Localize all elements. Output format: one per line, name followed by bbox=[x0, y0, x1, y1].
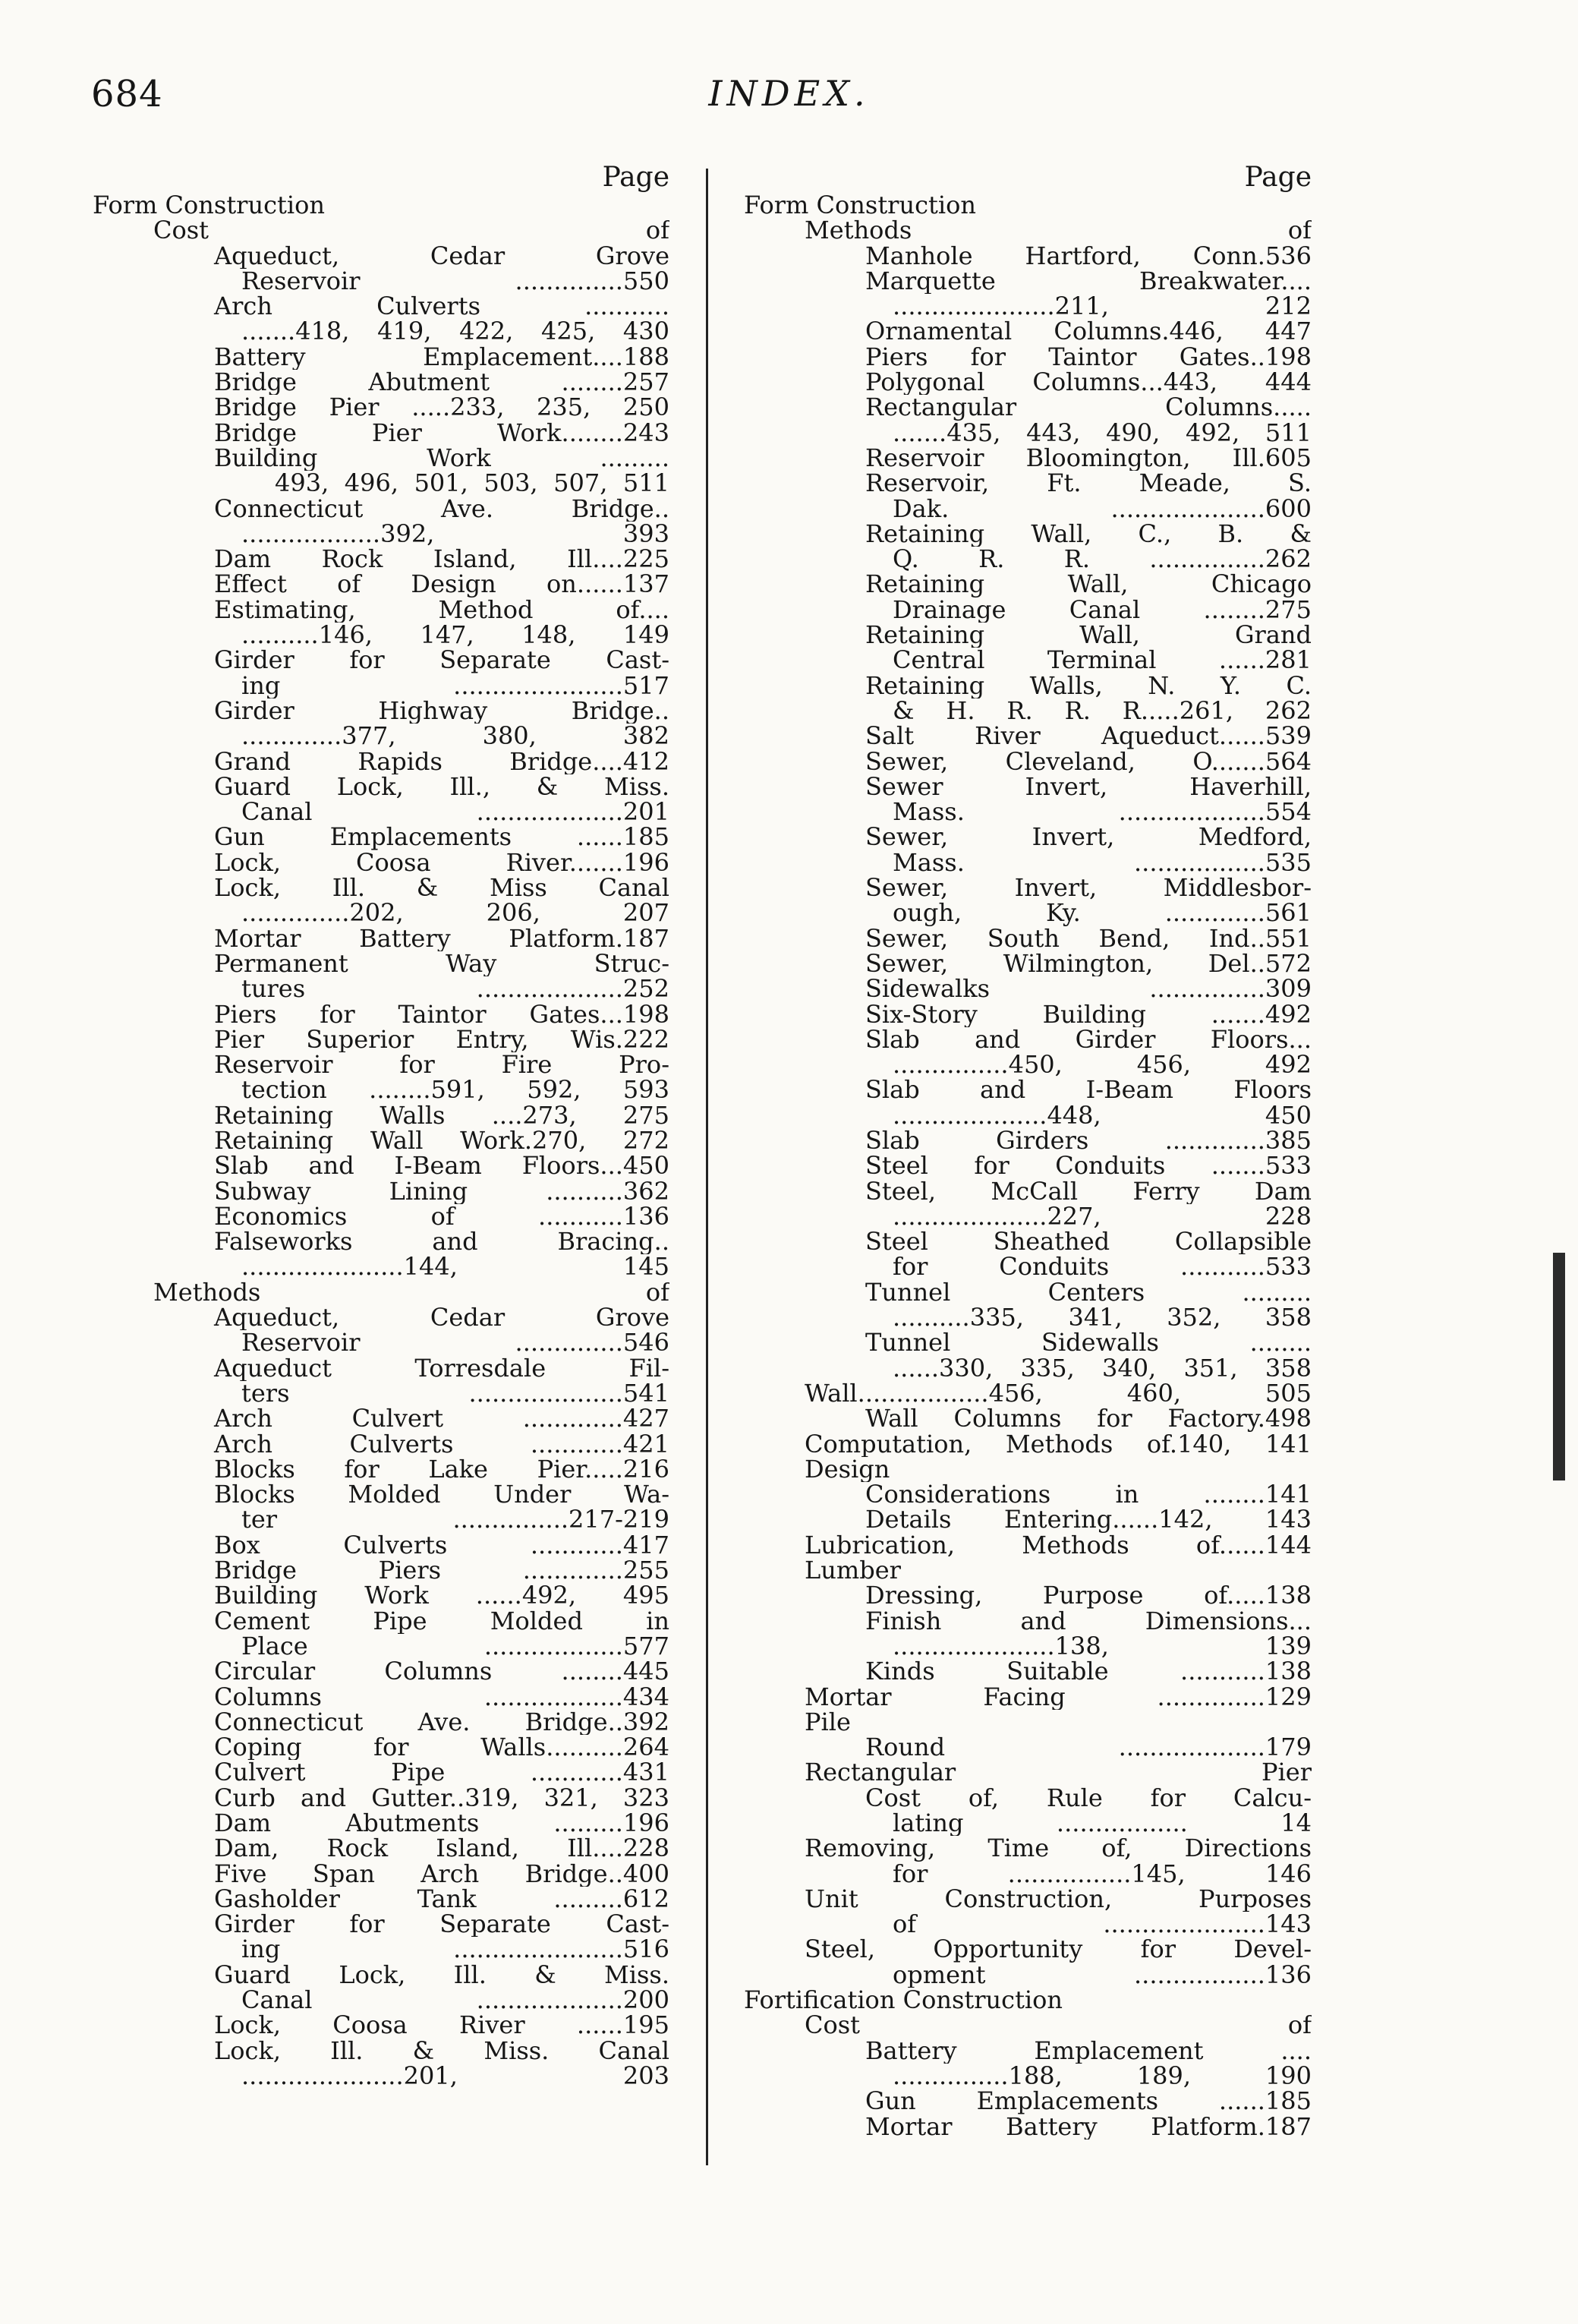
index-entry: Lubrication, Methods of......144 bbox=[805, 1532, 1312, 1559]
index-entry: opment .................136 bbox=[893, 1962, 1312, 1988]
index-entry: Lock, Ill. & Miss. Canal bbox=[214, 2038, 669, 2064]
index-entry: Form Construction bbox=[744, 193, 976, 219]
index-entry: Aqueduct Torresdale Fil- bbox=[214, 1355, 669, 1381]
index-entry: Retaining Wall, C., B. & bbox=[865, 521, 1312, 547]
index-entry: Sewer, Invert, Middlesbor- bbox=[865, 875, 1312, 901]
index-entry: Wall.................456, 460, 505 bbox=[805, 1380, 1312, 1407]
index-entry: Girder for Separate Cast- bbox=[214, 1912, 669, 1938]
index-entries bbox=[93, 193, 669, 2089]
index-column-left bbox=[93, 162, 669, 2089]
column-divider bbox=[706, 169, 708, 2165]
index-entry: Salt River Aqueduct......539 bbox=[865, 724, 1312, 749]
index-entry: Subway Lining ..........362 bbox=[214, 1178, 669, 1204]
index-entry: Rectangular Columns..... bbox=[865, 395, 1312, 421]
index-entry: Bridge Abutment ........257 bbox=[214, 370, 669, 396]
index-entry: .....................138, 139 bbox=[893, 1633, 1312, 1660]
index-entry: Grand Rapids Bridge....412 bbox=[214, 749, 669, 774]
index-entry: ing ......................516 bbox=[241, 1937, 669, 1963]
index-entry: Columns ..................434 bbox=[214, 1684, 669, 1710]
index-entry: Sewer, Wilmington, Del..572 bbox=[865, 951, 1312, 977]
index-entry: Tunnel Centers ......... bbox=[865, 1279, 1312, 1306]
index-entry: ters ....................541 bbox=[241, 1380, 669, 1407]
index-entry: Gun Emplacements ......185 bbox=[214, 825, 669, 850]
index-entry: .......435, 443, 490, 492, 511 bbox=[893, 420, 1312, 446]
index-entry: Unit Construction, Purposes bbox=[805, 1886, 1312, 1912]
index-entry: Guard Lock, Ill. & Miss. bbox=[214, 1962, 669, 1988]
index-entry: Sidewalks ...............309 bbox=[865, 976, 1312, 1002]
index-entry: Computation, Methods of.140, 141 bbox=[805, 1431, 1312, 1457]
index-entry: Cost of, Rule for Calcu- bbox=[865, 1785, 1312, 1811]
index-entry: Sewer, Cleveland, O.......564 bbox=[865, 749, 1312, 774]
index-entry: Retaining Wall Work.270, 272 bbox=[214, 1127, 669, 1154]
index-entry: Dam Rock Island, Ill....225 bbox=[214, 547, 669, 572]
index-entry: Marquette Breakwater.... bbox=[865, 268, 1312, 295]
index-entry: Dam, Rock Island, Ill....228 bbox=[214, 1836, 669, 1862]
index-entry: Polygonal Columns...443, 444 bbox=[865, 370, 1312, 396]
index-entry: ..................392, 393 bbox=[241, 521, 669, 547]
index-entry: Fortification Construction bbox=[744, 1988, 1063, 2013]
index-entry: Methods of bbox=[805, 218, 1312, 244]
index-entry: Cost of bbox=[153, 218, 669, 244]
index-entry: Aqueduct, Cedar Grove bbox=[214, 1305, 669, 1331]
index-entry: Mortar Battery Platform.187 bbox=[865, 2114, 1312, 2140]
index-entry: Retaining Walls ....273, 275 bbox=[214, 1102, 669, 1128]
index-entry: .....................211, 212 bbox=[893, 294, 1312, 320]
index-entry: Considerations in ........141 bbox=[865, 1482, 1312, 1508]
index-entry: Steel, McCall Ferry Dam bbox=[865, 1178, 1312, 1204]
index-entry: Reservoir, Ft. Meade, S. bbox=[865, 471, 1312, 497]
index-entry: .............377, 380, 382 bbox=[241, 724, 669, 749]
index-entry: ......330, 335, 340, 351, 358 bbox=[893, 1355, 1312, 1381]
index-entry: Tunnel Sidewalls ........ bbox=[865, 1330, 1312, 1356]
index-entry: Bridge Pier .....233, 235, 250 bbox=[214, 395, 669, 421]
index-entry: Connecticut Ave. Bridge..392 bbox=[214, 1709, 669, 1736]
index-entry: Mass. ...................554 bbox=[893, 799, 1312, 825]
index-entry: Curb and Gutter..319, 321, 323 bbox=[214, 1785, 669, 1811]
index-column-right bbox=[744, 162, 1312, 2140]
index-entry: Retaining Wall, Chicago bbox=[865, 572, 1312, 598]
index-entry: Girder for Separate Cast- bbox=[214, 648, 669, 673]
index-entry: Round ...................179 bbox=[865, 1735, 1312, 1761]
index-entry: Canal ...................201 bbox=[241, 799, 669, 825]
index-entry: Lock, Coosa River ......195 bbox=[214, 2013, 669, 2039]
index-entry: Dressing, Purpose of.....138 bbox=[865, 1583, 1312, 1609]
index-entry: Gun Emplacements ......185 bbox=[865, 2089, 1312, 2114]
index-entry: Guard Lock, Ill., & Miss. bbox=[214, 774, 669, 800]
index-entry: & H. R. R. R.....261, 262 bbox=[893, 698, 1312, 724]
index-entry: Culvert Pipe ............431 bbox=[214, 1760, 669, 1786]
page-column-label: Page bbox=[602, 162, 669, 193]
index-entry: Battery Emplacement .... bbox=[865, 2038, 1312, 2064]
index-entry: Arch Culvert .............427 bbox=[214, 1406, 669, 1432]
index-entry: Piers for Taintor Gates...198 bbox=[214, 1001, 669, 1027]
index-entry: Effect of Design on......137 bbox=[214, 572, 669, 598]
index-entry: Aqueduct, Cedar Grove bbox=[214, 243, 669, 269]
index-entry: ...............188, 189, 190 bbox=[893, 2063, 1312, 2089]
scan-edge-mark bbox=[1553, 1253, 1565, 1480]
index-entry: Slab and I-Beam Floors...450 bbox=[214, 1153, 669, 1179]
index-entry: lating ................. 14 bbox=[893, 1811, 1312, 1837]
index-entry: Connecticut Ave. Bridge.. bbox=[214, 496, 669, 522]
page-title: INDEX. bbox=[708, 73, 870, 114]
index-entry: Sewer Invert, Haverhill, bbox=[865, 774, 1312, 800]
index-entry: Slab and Girder Floors... bbox=[865, 1026, 1312, 1053]
index-entry: Design bbox=[805, 1456, 890, 1483]
index-entry: Reservoir for Fire Pro- bbox=[214, 1052, 669, 1078]
index-entry: Mortar Facing ..............129 bbox=[805, 1684, 1312, 1710]
index-entry: Slab and I-Beam Floors bbox=[865, 1077, 1312, 1103]
index-entry: Steel Sheathed Collapsible bbox=[865, 1229, 1312, 1255]
index-entry: Kinds Suitable ...........138 bbox=[865, 1659, 1312, 1685]
index-entry: tures ...................252 bbox=[241, 976, 669, 1002]
index-entry: Mass. .................535 bbox=[893, 850, 1312, 876]
index-entry: Methods of bbox=[153, 1279, 669, 1306]
index-entry: .......418, 419, 422, 425, 430 bbox=[241, 319, 669, 345]
index-entry: Circular Columns ........445 bbox=[214, 1659, 669, 1685]
index-entry: for Conduits ...........533 bbox=[893, 1254, 1312, 1280]
index-entry: Form Construction bbox=[93, 193, 325, 219]
index-entry: ter ...............217-219 bbox=[241, 1507, 669, 1533]
index-entry: Steel, Opportunity for Devel- bbox=[805, 1937, 1312, 1963]
index-entry: Battery Emplacement....188 bbox=[214, 344, 669, 371]
index-entry: Box Culverts ............417 bbox=[214, 1532, 669, 1559]
index-entry: Blocks Molded Under Wa- bbox=[214, 1482, 669, 1508]
index-entry: Six-Story Building .......492 bbox=[865, 1001, 1312, 1027]
index-entry: Dam Abutments .........196 bbox=[214, 1811, 669, 1837]
index-entry: ....................227, 228 bbox=[893, 1203, 1312, 1230]
index-entry: of .....................143 bbox=[893, 1912, 1312, 1938]
index-entry: Finish and Dimensions... bbox=[865, 1608, 1312, 1634]
index-entry: Permanent Way Struc- bbox=[214, 951, 669, 977]
index-entry: Q. R. R. ...............262 bbox=[893, 547, 1312, 572]
index-entry: ....................448, 450 bbox=[893, 1102, 1312, 1128]
index-entry: Five Span Arch Bridge..400 bbox=[214, 1861, 669, 1887]
index-entry: Retaining Walls, N. Y. C. bbox=[865, 673, 1312, 698]
index-entry: Mortar Battery Platform.187 bbox=[214, 926, 669, 951]
index-entry: Reservoir ..............546 bbox=[241, 1330, 669, 1356]
index-entry: Piers for Taintor Gates..198 bbox=[865, 344, 1312, 371]
index-entry: Wall Columns for Factory.498 bbox=[865, 1406, 1312, 1432]
index-entry: ough, Ky. .............561 bbox=[893, 900, 1312, 926]
index-entry: Gasholder Tank .........612 bbox=[214, 1886, 669, 1912]
index-entry: ..........335, 341, 352, 358 bbox=[893, 1305, 1312, 1331]
index-entry: Building Work ......492, 495 bbox=[214, 1583, 669, 1609]
index-entry: Drainage Canal ........275 bbox=[893, 597, 1312, 623]
page-column-label: Page bbox=[1244, 162, 1312, 193]
index-entry: Removing, Time of, Directions bbox=[805, 1836, 1312, 1862]
index-entry: Rectangular Pier bbox=[805, 1760, 1312, 1786]
index-entry: Building Work ......... bbox=[214, 445, 669, 471]
index-entry: Bridge Pier Work........243 bbox=[214, 420, 669, 446]
index-entry: .....................144, 145 bbox=[241, 1254, 669, 1280]
index-entry: Steel for Conduits .......533 bbox=[865, 1153, 1312, 1179]
index-entry: Place ..................577 bbox=[241, 1633, 669, 1660]
index-entry: 493, 496, 501, 503, 507, 511 bbox=[275, 471, 669, 497]
index-entry: Dak. ....................600 bbox=[893, 496, 1312, 522]
index-entry: Blocks for Lake Pier.....216 bbox=[214, 1456, 669, 1483]
index-entry: tection ........591, 592, 593 bbox=[241, 1077, 669, 1103]
index-entry: Lock, Ill. & Miss Canal bbox=[214, 875, 669, 901]
index-entry: Cement Pipe Molded in bbox=[214, 1608, 669, 1634]
index-entry: Reservoir Bloomington, Ill.605 bbox=[865, 445, 1312, 471]
index-entry: Details Entering......142, 143 bbox=[865, 1507, 1312, 1533]
index-entry: Falseworks and Bracing.. bbox=[214, 1229, 669, 1255]
index-entry: Manhole Hartford, Conn.536 bbox=[865, 243, 1312, 269]
index-entry: ..............202, 206, 207 bbox=[241, 900, 669, 926]
index-entry: Central Terminal ......281 bbox=[893, 648, 1312, 673]
index-entry: Slab Girders .............385 bbox=[865, 1127, 1312, 1154]
index-entry: Arch Culverts ........... bbox=[214, 294, 669, 320]
index-entry: ...............450, 456, 492 bbox=[893, 1052, 1312, 1078]
index-entry: Economics of ...........136 bbox=[214, 1203, 669, 1230]
index-entry: Coping for Walls..........264 bbox=[214, 1735, 669, 1761]
index-entry: Retaining Wall, Grand bbox=[865, 623, 1312, 648]
index-entry: Canal ...................200 bbox=[241, 1988, 669, 2013]
index-entry: Estimating, Method of.... bbox=[214, 597, 669, 623]
page-number: 684 bbox=[91, 73, 163, 115]
index-entry: Lock, Coosa River.......196 bbox=[214, 850, 669, 876]
index-entry: .....................201, 203 bbox=[241, 2063, 669, 2089]
index-entry: Pier Superior Entry, Wis.222 bbox=[214, 1026, 669, 1053]
index-entry: Bridge Piers .............255 bbox=[214, 1558, 669, 1584]
index-entry: ing ......................517 bbox=[241, 673, 669, 698]
index-entry: Ornamental Columns.446, 447 bbox=[865, 319, 1312, 345]
index-entry: Girder Highway Bridge.. bbox=[214, 698, 669, 724]
index-entry: Sewer, South Bend, Ind..551 bbox=[865, 926, 1312, 951]
index-entry: Sewer, Invert, Medford, bbox=[865, 825, 1312, 850]
index-entry: for ................145, 146 bbox=[893, 1861, 1312, 1887]
index-entry: Pile bbox=[805, 1709, 851, 1736]
index-entries bbox=[744, 193, 1312, 2140]
index-entry: ..........146, 147, 148, 149 bbox=[241, 623, 669, 648]
index-entry: Reservoir ..............550 bbox=[241, 268, 669, 295]
index-entry: Arch Culverts ............421 bbox=[214, 1431, 669, 1457]
index-entry: Cost of bbox=[805, 2013, 1312, 2039]
index-entry: Lumber bbox=[805, 1558, 901, 1584]
